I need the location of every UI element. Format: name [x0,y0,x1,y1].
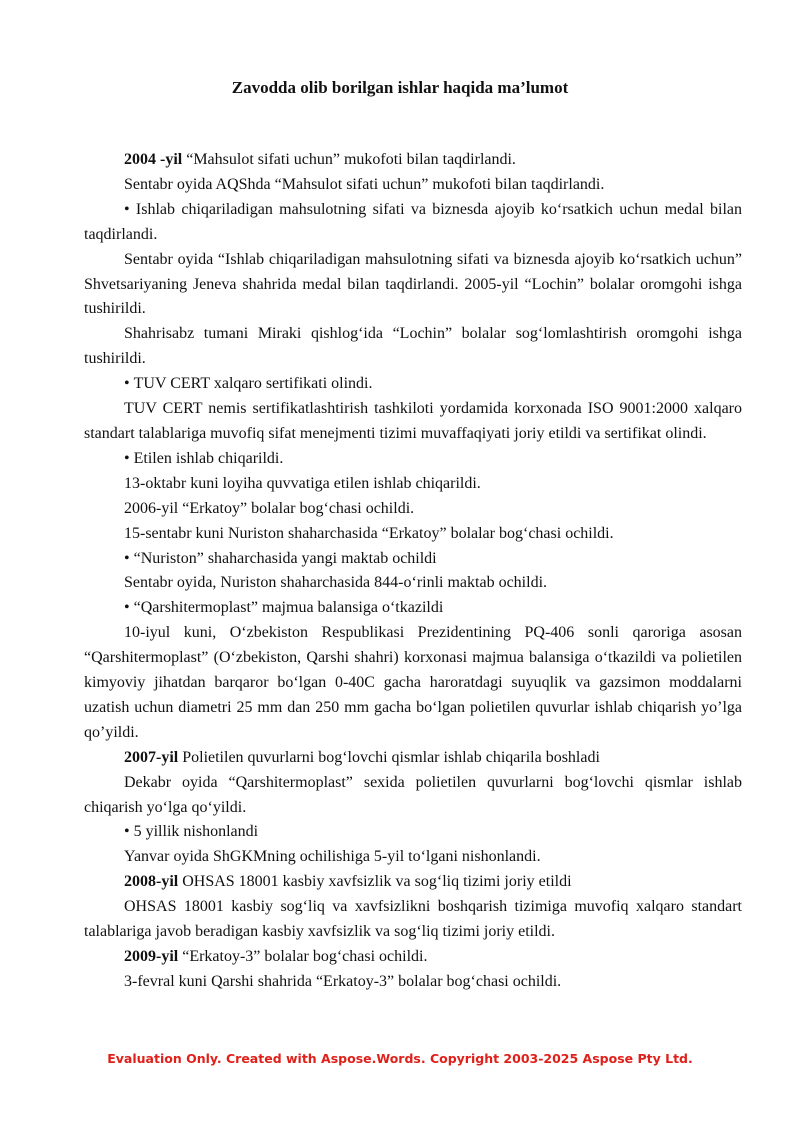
document-title: Zavodda olib borilgan ishlar haqida ma’lumot [231,78,569,97]
paragraph: Dekabr oyida “Qarshitermoplast” sexida polietilen quvurlarni bog‘lovchi qismlar ishlab chiqarish yo‘lga qo‘yildi. [84,773,742,816]
paragraph-2004-award [84,148,742,173]
bullet-paragraph: • Ishlab chiqariladigan mahsulotning sifati va biznesda ajoyib ko‘rsatkich uchun medal bilan taqdirlandi. [84,198,742,248]
bullet-paragraph: • 5 yillik nishonlandi [84,820,742,845]
paragraph: 15-sentabr kuni Nuriston shaharchasida “Erkatoy” bolalar bog‘chasi ochildi. [124,524,614,542]
paragraph: Yanvar oyida ShGKMning ochilishiga 5-yil to‘lgani nishonlandi. [124,848,541,866]
paragraph: Sentabr oyida “Ishlab chiqariladigan mahsulotning sifati va biznesda ajoyib ko‘rsatkich uchun” Shvetsariyaning Jeneva shahrida medal bilan taqdirlandi. 2005-yil “Lochin” bolalar oromgohi ishga tushirildi. [84,250,742,318]
paragraph: Sentabr oyida, Nuriston shaharchasida 844-o‘rinli maktab ochildi. [124,574,548,592]
paragraph: TUV CERT nemis sertifikatlashtirish tashkiloti yordamida korxonada ISO 9001:2000 xalqaro standart talablariga muvofiq sifat menejmenti tizimi muvaffaqiyati joriy etildi va sertifikat olindi. [84,400,742,442]
bullet-paragraph: • “Qarshitermoplast” majmua balansiga o‘tkazildi [84,596,742,621]
evaluation-watermark: Evaluation Only. Created with Aspose.Words. Copyright 2003-2025 Aspose Pty Ltd. [107,1051,693,1066]
paragraph: Sentabr oyida AQShda “Mahsulot sifati uchun” mukofoti bilan taqdirlandi. [124,175,605,193]
bullet-paragraph: • TUV CERT xalqaro sertifikati olindi. [84,372,742,397]
paragraph: Shahrisabz tumani Miraki qishlog‘ida “Lochin” bolalar sog‘lomlashtirish oromgohi ishga tushirildi. [84,325,742,368]
bullet-paragraph: • Etilen ishlab chiqarildi. [84,447,742,472]
paragraph-text: “Mahsulot sifati uchun” mukofoti bilan taqdirlandi. [182,151,516,168]
paragraph-2008 [84,870,742,895]
paragraph: 2006-yil “Erkatoy” bolalar bog‘chasi ochildi. [124,499,415,517]
paragraph-2007 [84,746,742,771]
paragraph: 3-fevral kuni Qarshi shahrida “Erkatoy-3” bolalar bog‘chasi ochildi. [124,972,562,990]
bullet-paragraph: • “Nuriston” shaharchasida yangi maktab ochildi [84,547,742,572]
year-label: 2008-yil [124,873,179,891]
paragraph-text: “Erkatoy-3” bolalar bog‘chasi ochildi. [178,948,428,965]
paragraph-text: Polietilen quvurlarni bog‘lovchi qismlar ishlab chiqarila boshladi [178,748,600,766]
paragraph-2009 [84,945,742,970]
paragraph: OHSAS 18001 kasbiy sog‘liq va xavfsizlikni boshqarish tizimiga muvofiq xalqaro standart talablariga javob beradigan kasbiy xavfsizlik va sog‘liq tizimi joriy etildi. [84,898,742,941]
paragraph: 10-iyul kuni, O‘zbekiston Respublikasi Prezidentining PQ-406 sonli qaroriga asosan “Qarshitermoplast” (O‘zbekiston, Qarshi shahri) korxonasi majmua balansiga o‘tkazildi va polietilen kimyoviy jihatdan barqaror bo‘lgan 0-40C gacha haroratdagi suyuqlik va gazsimon moddalarni uzatish uchun diametri 25 mm dan 250 mm gacha bo‘lgan polietilen quvurlar ishlab chiqarish yo’lga qo’yildi. [84,624,742,741]
paragraph-text: OHSAS 18001 kasbiy xavfsizlik va sog‘liq tizimi joriy etildi [178,873,572,891]
document-body [84,148,742,995]
year-label: 2009-yil [124,948,179,965]
year-label: 2007-yil [124,748,179,766]
year-label: 2004 -yil [124,151,183,168]
paragraph: 13-oktabr kuni loyiha quvvatiga etilen ishlab chiqarildi. [124,474,481,492]
